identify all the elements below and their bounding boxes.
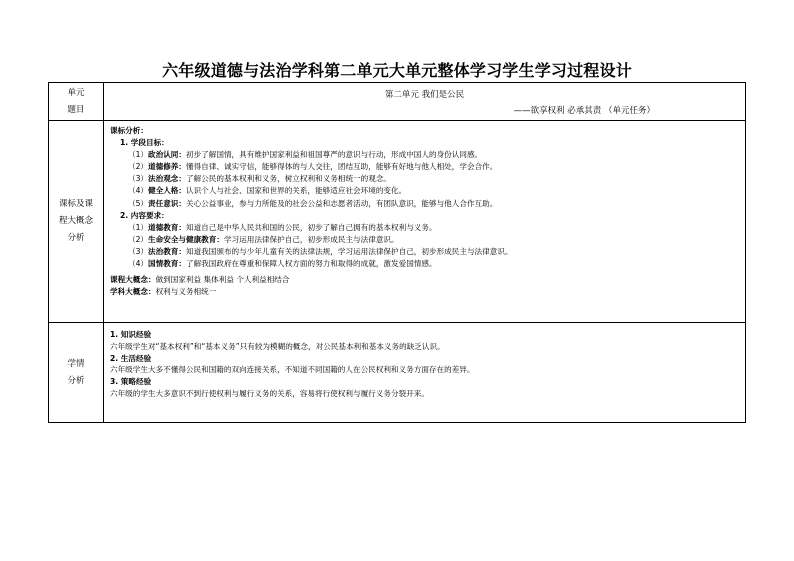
learning-item-title: 2. 生活经验 [110, 353, 152, 363]
requirement-item: （4）国情教育：了解我国政府在尊重和保障人权方面的努力和取得的成就，激发爱国情感。 [128, 259, 437, 269]
goal-item: （2）道德修养：懂得自律、诚实守信，能够得体的与人交往，团结互助，能够有好地与他人相处，学会合作。 [128, 162, 498, 172]
unit-label-cell [49, 83, 104, 121]
subject-concept: 学科大概念：权利与义务相统一 [110, 287, 217, 297]
standards-label-line2: 程大概念 [58, 216, 93, 226]
unit-row [49, 83, 746, 121]
learning-row [49, 323, 746, 423]
requirement-item: （2）生命安全与健康教育：学习运用法律保护自己，初步形成民主与法律意识。 [128, 234, 399, 244]
learning-item-title: 3. 策略经验 [110, 377, 152, 387]
learning-design-table [48, 82, 746, 423]
unit-content-cell [104, 83, 746, 121]
section1-title: 1. 学段目标： [120, 138, 169, 148]
standards-label-line3: 分析 [67, 233, 85, 243]
learning-item-text: 六年级的学生大多意识不到行使权利与履行义务的关系，容易将行使权利与履行义务分裂开来。 [110, 388, 429, 398]
course-concept: 课程大概念：做到国家利益 集体利益 个人利益相结合 [110, 275, 290, 285]
document-title: 六年级道德与法治学科第二单元大单元整体学习学生学习过程设计 [162, 61, 632, 80]
learning-item-title: 1. 知识经验 [110, 330, 152, 339]
learning-label-cell [49, 323, 104, 423]
goal-item: （1）政治认同：初步了解国情，具有维护国家利益和祖国尊严的意识与行动，形成中国人的身份认同感。 [128, 150, 483, 160]
standards-label-cell [49, 121, 104, 323]
unit-task: ——欲享权利 必承其责 （单元任务） [513, 106, 655, 116]
unit-name: 第二单元 我们是公民 [384, 90, 465, 100]
learning-content-cell [104, 323, 746, 423]
requirement-item: （3）法治教育：知道我国颁布的与少年儿童有关的法律法规，学习运用法律保护自己，初步形成民主与法律意识。 [128, 246, 513, 256]
goal-item: （3）法治观念：了解公民的基本权利和义务，树立权利和义务相统一的观念。 [128, 174, 392, 184]
goal-item: （4）健全人格：认识个人与社会、国家和世界的关系，能够适应社会环境的变化。 [128, 186, 407, 196]
learning-item-text: 六年级学生大多不懂得公民和国籍的双向连接关系，不知道不同国籍的人在公民权利和义务方面存在的差异。 [110, 365, 475, 375]
standards-row [49, 121, 746, 323]
learning-label-line1: 学情 [67, 358, 85, 369]
standards-label-line1: 课标及课 [58, 199, 93, 209]
standards-heading: 课标分析： [110, 126, 148, 135]
requirement-item: （1）道德教育：知道自己是中华人民共和国的公民，初步了解自己拥有的基本权利与义务。 [128, 222, 437, 232]
goal-item: （5）责任意识：关心公益事业，参与力所能及的社会公益和志愿者活动，有团队意识，能够与他人合作互助。 [128, 198, 498, 208]
standards-content-cell [104, 121, 746, 323]
learning-item-text: 六年级学生对“基本权利”和“基本义务”只有较为模糊的概念，对公民基本利和基本义务的缺乏认识。 [110, 341, 445, 351]
unit-label-line2: 题目 [67, 104, 85, 115]
unit-label-line1: 单元 [67, 87, 85, 98]
learning-label-line2: 分析 [67, 375, 85, 386]
section2-title: 2. 内容要求： [120, 210, 169, 220]
